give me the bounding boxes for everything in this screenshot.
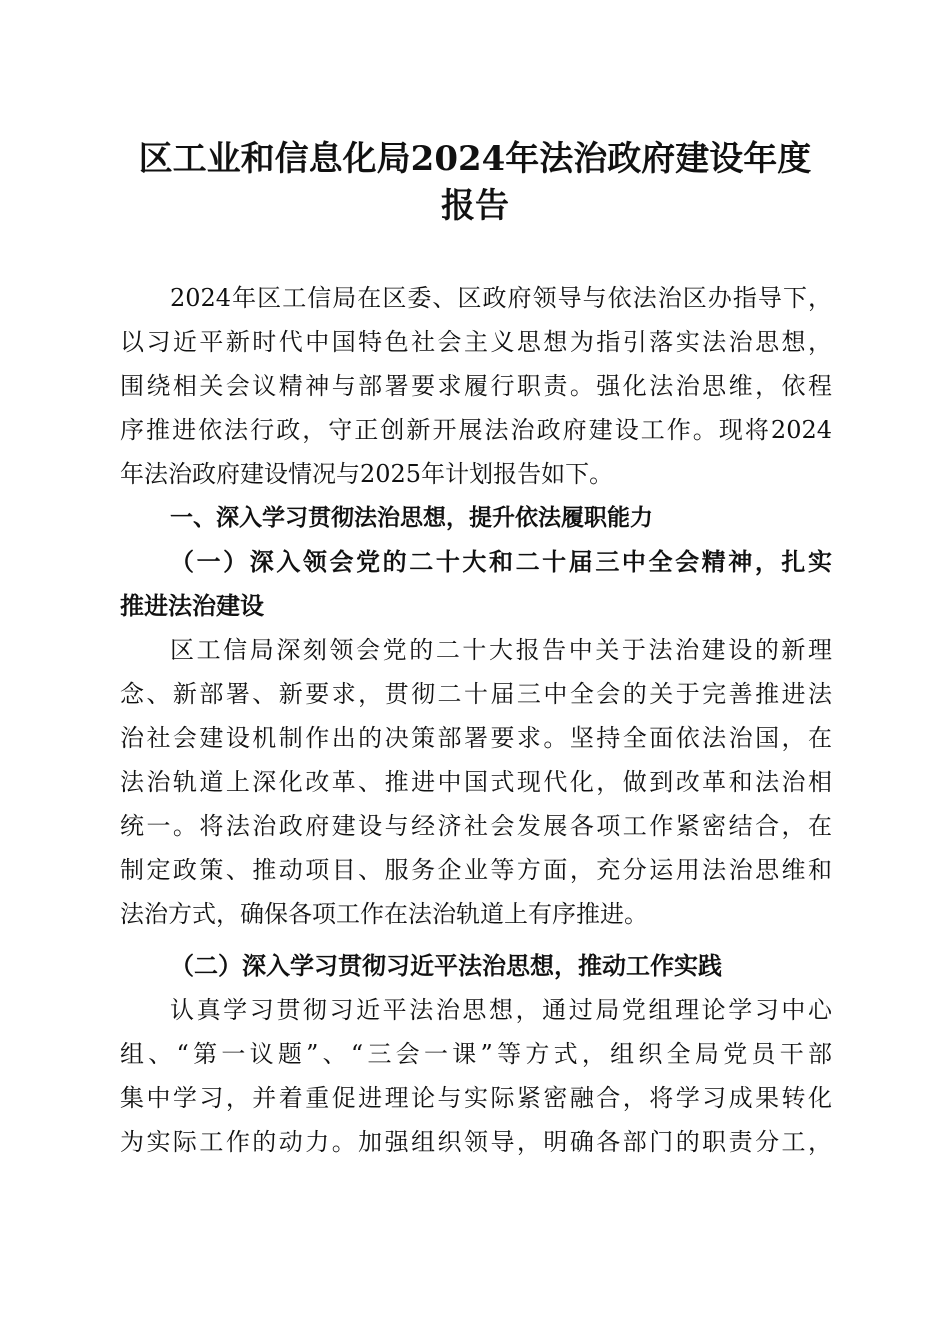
text-line: 为实际工作的动力。加强组织领导，明确各部门的职责分工， (120, 1128, 832, 1156)
text-line: 推进法治建设 (120, 591, 264, 620)
paragraph (120, 988, 832, 1164)
text-line: 集中学习，并着重促进理论与实际紧密融合，将学习成果转化 (120, 1084, 832, 1112)
text-line: 组、“第一议题”、“三会一课”等方式，组织全局党员干部 (120, 1040, 832, 1068)
document-title (100, 136, 850, 230)
text-line: 区工信局深刻领会党的二十大报告中关于法治建设的新理 (170, 636, 832, 664)
text-line: 以习近平新时代中国特色社会主义思想为指引落实法治思想， (120, 328, 832, 356)
text-line: 法治轨道上深化改革、推进中国式现代化，做到改革和法治相 (120, 768, 832, 796)
text-line: 治社会建设机制作出的决策部署要求。坚持全面依法治国，在 (120, 724, 832, 752)
text-line: 统一。将法治政府建设与经济社会发展各项工作紧密结合，在 (120, 812, 832, 840)
text-line: 制定政策、推动项目、服务企业等方面，充分运用法治思维和 (120, 856, 832, 884)
section-heading: 一、深入学习贯彻法治思想，提升依法履职能力 (170, 505, 653, 531)
text-line: 序推进依法行政，守正创新开展法治政府建设工作。现将2024 (120, 416, 832, 444)
text-line: 2024年区工信局在区委、区政府领导与依法治区办指导下， (170, 284, 832, 312)
text-line: 法治方式，确保各项工作在法治轨道上有序推进。 (120, 900, 648, 928)
title-line: 报告 (441, 186, 509, 226)
paragraph (120, 628, 832, 936)
text-line: 念、新部署、新要求，贯彻二十届三中全会的关于完善推进法 (120, 680, 832, 708)
text-line: 年法治政府建设情况与2025年计划报告如下。 (120, 460, 614, 488)
text-line: （一）深入领会党的二十大和二十届三中全会精神，扎实 (170, 547, 832, 576)
document-body (120, 276, 832, 1164)
text-line: 认真学习贯彻习近平法治思想，通过局党组理论学习中心 (170, 996, 832, 1024)
intro-paragraph (120, 276, 832, 496)
title-line: 区工业和信息化局2024年法治政府建设年度 (138, 139, 812, 179)
text-line: 围绕相关会议精神与部署要求履行职责。强化法治思维，依程 (120, 372, 832, 400)
subsection-heading (120, 540, 832, 628)
subsection-heading: （二）深入学习贯彻习近平法治思想，推动工作实践 (170, 951, 722, 980)
